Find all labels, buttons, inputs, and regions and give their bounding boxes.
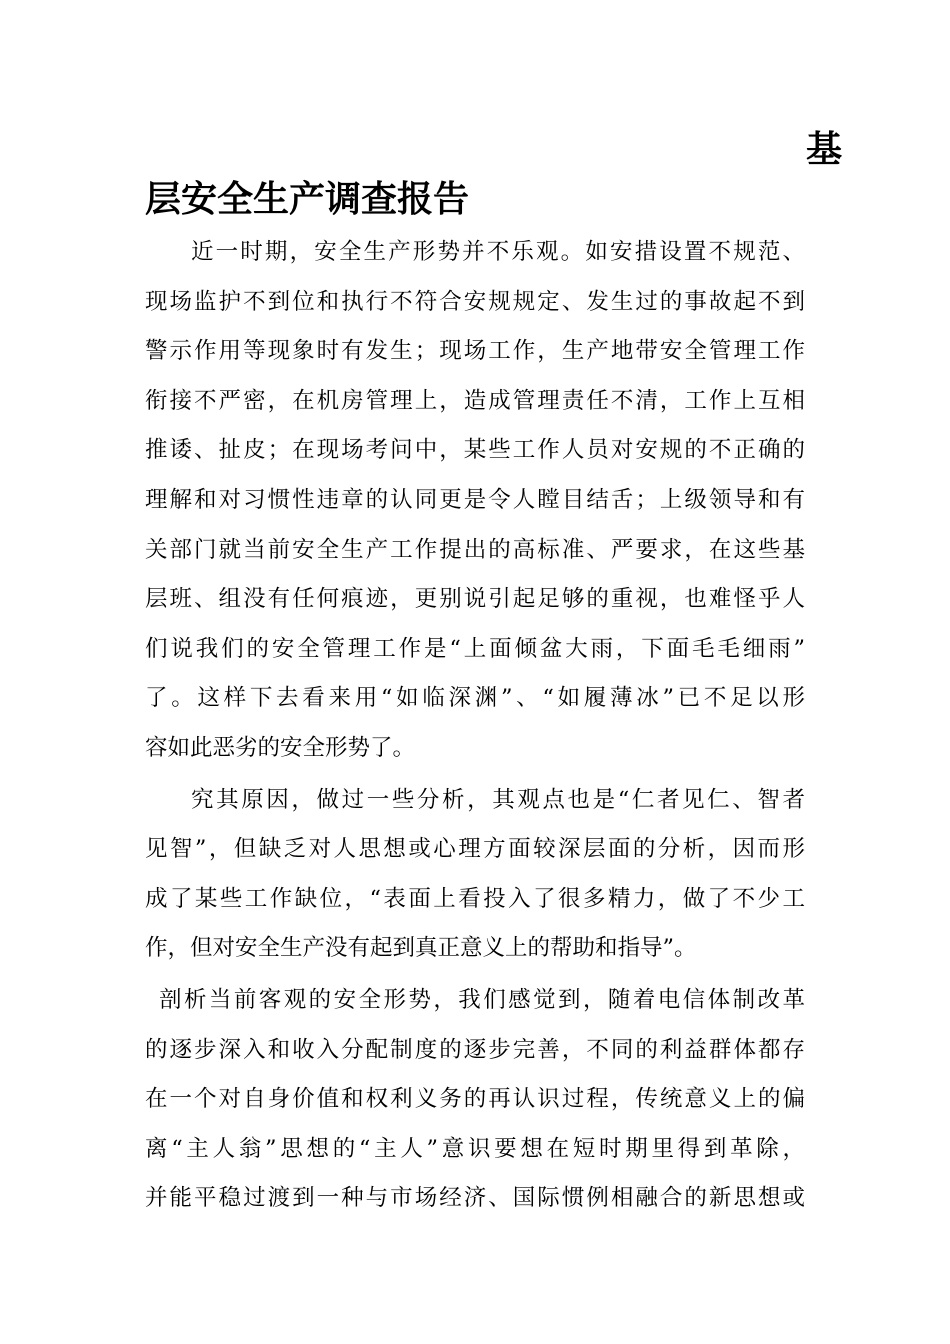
paragraph-line: 现场监护不到位和执行不符合安规规定、发生过的事故起不到 bbox=[145, 288, 805, 315]
paragraph-line: 理解和对习惯性违章的认同更是令人瞠目结舌；上级领导和有 bbox=[145, 486, 805, 513]
paragraph-line: 究其原因，做过一些分析，其观点也是“仁者见仁、智者 bbox=[191, 786, 805, 813]
paragraph-line: 关部门就当前安全生产工作提出的高标准、严要求，在这些基 bbox=[145, 536, 805, 563]
paragraph-line: 容如此恶劣的安全形势了。 bbox=[145, 734, 416, 761]
paragraph-line: 在一个对自身价值和权利义务的再认识过程，传统意义上的偏 bbox=[145, 1086, 805, 1113]
paragraph-line: 们说我们的安全管理工作是“上面倾盆大雨，下面毛毛细雨” bbox=[145, 635, 805, 662]
paragraph-line: 近一时期，安全生产形势并不乐观。如安措设置不规范、 bbox=[191, 239, 805, 265]
paragraph-line: 离“主人翁”思想的“主人”意识要想在短时期里得到革除， bbox=[145, 1135, 805, 1162]
paragraph-line: 推诿、扯皮；在现场考问中，某些工作人员对安规的不正确的 bbox=[145, 437, 805, 464]
paragraph-line: 衔接不严密，在机房管理上，造成管理责任不清，工作上互相 bbox=[145, 387, 805, 414]
paragraph-line: 层班、组没有任何痕迹，更别说引起足够的重视，也难怪乎人 bbox=[145, 586, 805, 613]
title-first-char: 基 bbox=[805, 129, 842, 170]
paragraph-line: 成了某些工作缺位，“表面上看投入了很多精力，做了不少工 bbox=[145, 885, 805, 912]
paragraph-line: 见智”，但缺乏对人思想或心理方面较深层面的分析，因而形 bbox=[145, 836, 805, 863]
paragraph-line: 的逐步深入和收入分配制度的逐步完善，不同的利益群体都存 bbox=[145, 1036, 805, 1063]
paragraph-line: 作，但对安全生产没有起到真正意义上的帮助和指导”。 bbox=[145, 935, 697, 962]
paragraph-line: 警示作用等现象时有发生；现场工作，生产地带安全管理工作 bbox=[145, 338, 805, 365]
paragraph-line: 了。这样下去看来用“如临深渊”、“如履薄冰”已不足以形 bbox=[145, 685, 805, 712]
document-title: 层安全生产调查报告 bbox=[145, 179, 470, 220]
paragraph-line: 并能平稳过渡到一种与市场经济、国际惯例相融合的新思想或 bbox=[145, 1185, 805, 1212]
paragraph-line: 剖析当前客观的安全形势，我们感觉到，随着电信体制改革 bbox=[159, 986, 805, 1013]
document-body bbox=[145, 228, 805, 1224]
